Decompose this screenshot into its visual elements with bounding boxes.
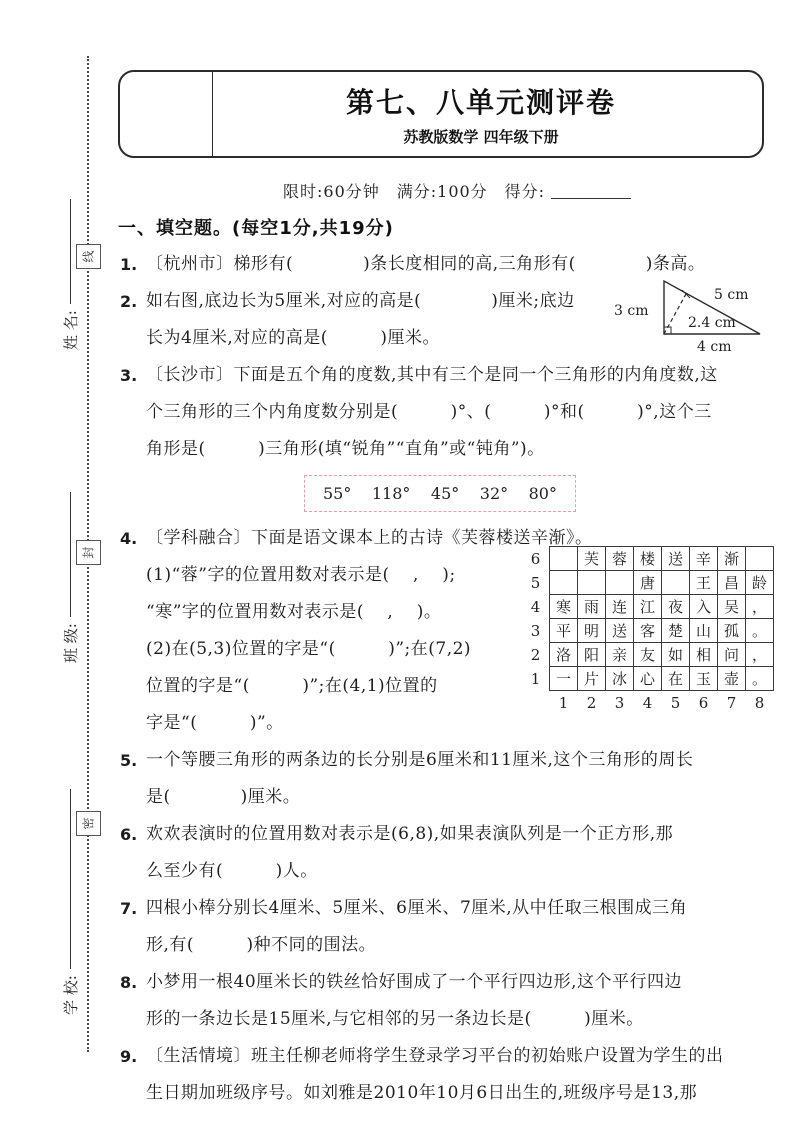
grid-cell: 吴 — [718, 595, 746, 619]
school-field — [60, 745, 80, 1015]
question-4-line: “寒”字的位置用数对表示是( , )。 — [146, 602, 442, 622]
question-2-line: 如右图,底边长为5厘米,对应的高是( )厘米;底边 — [146, 291, 575, 311]
grid-cell: 友 — [634, 643, 662, 667]
grid-col-label: 2 — [586, 693, 597, 712]
grid-cell — [550, 571, 578, 595]
grid-cell — [578, 571, 606, 595]
question-6 — [118, 816, 764, 890]
grid-cell: 连 — [606, 595, 634, 619]
score-blank — [551, 197, 631, 199]
grid-cell: 寒 — [550, 595, 578, 619]
question-7-line: 四根小棒分别长4厘米、5厘米、6厘米、7厘米,从中任取三根围成三角 — [146, 898, 688, 918]
triangle-left-side-label: 3 cm — [614, 303, 649, 319]
grid-cell: 唐 — [634, 571, 662, 595]
student-name-label: 姓 名: — [61, 310, 80, 350]
grid-cell: 玉 — [690, 667, 718, 691]
grid-cell: 。 — [746, 619, 774, 643]
grid-cell: 客 — [634, 619, 662, 643]
question-7-number: 7. — [120, 899, 138, 918]
paper-subtitle: 苏教版数学 四年级下册 — [403, 128, 559, 146]
question-4-number: 4. — [120, 529, 138, 548]
grid-cell: 入 — [690, 595, 718, 619]
grid-col-label: 4 — [642, 693, 653, 712]
question-8-line: 小梦用一根40厘米长的铁丝恰好围成了一个平行四边形,这个平行四边 — [146, 972, 683, 992]
grid-cell: 平 — [550, 619, 578, 643]
grid-cell: 王 — [690, 571, 718, 595]
question-5 — [118, 742, 764, 816]
question-4-line: (2)在(5,3)位置的字是“( )”;在(7,2) — [146, 639, 472, 659]
grid-cell: 在 — [662, 667, 690, 691]
paper-body — [118, 70, 767, 1112]
grid-row-label: 3 — [530, 621, 541, 640]
grid-cell: ， — [746, 643, 774, 667]
grid-cell: 孤 — [718, 619, 746, 643]
class-blank — [69, 492, 71, 617]
question-2 — [118, 283, 764, 357]
grid-cell: 送 — [662, 547, 690, 571]
grid-cell: 壶 — [718, 667, 746, 691]
exam-info-text: 限时:60分钟 满分:100分 得分: — [283, 182, 546, 201]
grid-col-label: 6 — [698, 693, 709, 712]
grid-cell: 芙 — [578, 547, 606, 571]
section-heading: 一、填空题。(每空1分,共19分) — [118, 218, 394, 239]
question-4 — [118, 520, 767, 742]
question-5-number: 5. — [120, 751, 138, 770]
question-8-line: 形的一条边长是15厘米,与它相邻的另一条边长是( )厘米。 — [146, 1009, 644, 1029]
grid-cell: 阳 — [578, 643, 606, 667]
question-3-line: 个三角形的三个内角度数分别是( )°、( )°和( )°,这个三 — [146, 402, 712, 422]
grid-cell — [606, 571, 634, 595]
question-3-number: 3. — [120, 366, 138, 385]
grid-cell: ， — [746, 595, 774, 619]
paper-title: 第七、八单元测评卷 — [345, 86, 616, 119]
question-5-line: 一个等腰三角形的两条边的长分别是6厘米和11厘米,这个三角形的周长 — [146, 750, 694, 770]
seal-char-line: 线 — [76, 244, 101, 269]
question-6-line: 么至少有( )人。 — [146, 861, 318, 881]
grid-row-label: 1 — [530, 669, 541, 688]
angle-value: 45° — [430, 484, 460, 503]
question-7 — [118, 890, 764, 964]
grid-cell: 心 — [634, 667, 662, 691]
grid-cell: 蓉 — [606, 547, 634, 571]
question-8 — [118, 964, 764, 1038]
question-7-line: 形,有( )种不同的围法。 — [146, 935, 377, 955]
student-name-blank — [69, 199, 71, 304]
triangle-hypotenuse-label: 5 cm — [714, 287, 749, 303]
triangle-base-label: 4 cm — [697, 339, 732, 355]
grid-cell: 楚 — [662, 619, 690, 643]
question-4-line: 位置的字是“( )”;在(4,1)位置的 — [146, 676, 438, 696]
grid-cell: 昌 — [718, 571, 746, 595]
question-1-line: 〔杭州市〕梯形有( )条长度相同的高,三角形有( )条高。 — [146, 254, 706, 274]
question-2-line: 长为4厘米,对应的高是( )厘米。 — [146, 328, 440, 348]
grid-cell: 一 — [550, 667, 578, 691]
question-4-line: 字是“( )”。 — [146, 713, 284, 733]
grid-cell — [550, 547, 578, 571]
grid-row-label: 5 — [530, 573, 541, 592]
grid-col-label: 1 — [558, 693, 569, 712]
seal-char-feng: 封 — [76, 540, 101, 565]
question-3-line: 角形是( )三角形(填“锐角”“直角”或“钝角”)。 — [146, 439, 545, 459]
grid-cell: 明 — [578, 619, 606, 643]
exam-info-line — [283, 179, 764, 202]
grid-col-label: 3 — [614, 693, 625, 712]
poem-coordinate-grid — [522, 546, 774, 714]
title-box — [118, 70, 764, 158]
question-4-line: 〔学科融合〕下面是语文课本上的古诗《芙蓉楼送辛渐》。 — [146, 528, 593, 548]
grid-row-label: 6 — [530, 549, 541, 568]
grid-row-label: 2 — [530, 645, 541, 664]
grid-col-label: 7 — [726, 693, 737, 712]
question-5-line: 是( )厘米。 — [146, 787, 301, 807]
question-9-line: 生日期加班级序号。如刘雅是2010年10月6日出生的,班级序号是13,那 — [146, 1083, 698, 1103]
angle-value: 118° — [371, 484, 411, 503]
school-blank — [69, 789, 71, 969]
grid-cell: 如 — [662, 643, 690, 667]
grid-row-label: 4 — [530, 597, 541, 616]
grid-cell: 楼 — [634, 547, 662, 571]
triangle-altitude-label: 2.4 cm — [688, 315, 736, 331]
grid-cell: 夜 — [662, 595, 690, 619]
question-2-number: 2. — [120, 292, 138, 311]
grid-cell: 山 — [690, 619, 718, 643]
angle-options-box — [304, 475, 576, 512]
grid-col-label: 8 — [754, 693, 765, 712]
grid-cell: 片 — [578, 667, 606, 691]
question-6-number: 6. — [120, 825, 138, 844]
question-3 — [118, 357, 764, 512]
angle-value: 80° — [528, 484, 557, 503]
school-label: 学 校: — [61, 975, 80, 1015]
grid-col-label: 5 — [670, 693, 681, 712]
grid-cell: 送 — [606, 619, 634, 643]
grid-cell: 问 — [718, 643, 746, 667]
grid-cell — [746, 547, 774, 571]
grid-cell: 辛 — [690, 547, 718, 571]
title-box-divider — [212, 72, 213, 156]
grid-cell: 雨 — [578, 595, 606, 619]
grid-cell: 亲 — [606, 643, 634, 667]
question-9-number: 9. — [120, 1047, 138, 1066]
question-9-line: 〔生活情境〕班主任柳老师将学生登录学习平台的初始账户设置为学生的出 — [146, 1046, 724, 1066]
angle-value: 32° — [479, 484, 509, 503]
seal-char-mi: 密 — [76, 811, 101, 836]
question-9 — [118, 1038, 764, 1112]
class-label: 班 级: — [61, 623, 80, 663]
question-8-number: 8. — [120, 973, 138, 992]
grid-cell: 江 — [634, 595, 662, 619]
triangle-figure — [612, 277, 770, 357]
grid-cell: 相 — [690, 643, 718, 667]
question-1-number: 1. — [120, 255, 138, 274]
grid-cell: 洛 — [550, 643, 578, 667]
question-6-line: 欢欢表演时的位置用数对表示是(6,8),如果表演队列是一个正方形,那 — [146, 824, 674, 844]
grid-cell: 龄 — [746, 571, 774, 595]
grid-cell: 。 — [746, 667, 774, 691]
grid-cell: 冰 — [606, 667, 634, 691]
grid-cell: 渐 — [718, 547, 746, 571]
grid-corner — [522, 691, 550, 715]
question-4-line: (1)“蓉”字的位置用数对表示是( , ); — [146, 565, 456, 585]
grid-cell — [662, 571, 690, 595]
angle-value: 55° — [323, 484, 352, 503]
question-3-line: 〔长沙市〕下面是五个角的度数,其中有三个是同一个三角形的内角度数,这 — [146, 365, 718, 385]
